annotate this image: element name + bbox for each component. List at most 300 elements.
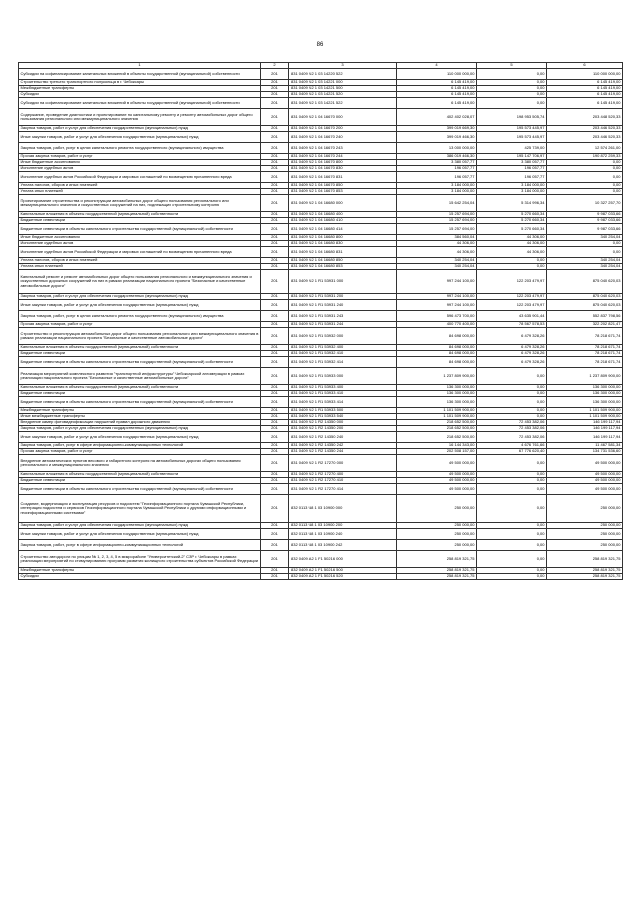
row-classification-cell: 831 0409 Ч2 1 04 16680 853	[289, 264, 397, 270]
row-approved-amount-cell: 399 019 669,30	[397, 126, 477, 132]
column-header: 4	[397, 63, 477, 69]
row-unexecuted-amount-cell: 9 987 033,66	[547, 224, 623, 235]
row-code-cell: 201	[261, 478, 289, 484]
row-code-cell: 201	[261, 195, 289, 212]
row-unexecuted-amount-cell: 1 101 509 900,00	[547, 408, 623, 414]
row-executed-amount-cell: 122 203 479,97	[477, 270, 547, 294]
row-executed-amount-cell: 3 184 000,00	[477, 183, 547, 189]
row-name-cell: Бюджетные инвестиции	[19, 478, 261, 484]
page-number: 86	[316, 42, 324, 48]
row-classification-cell: 831 0409 Ч2 1 04 16680 410	[289, 218, 397, 224]
column-header: 1	[19, 63, 261, 69]
table-row	[19, 397, 623, 408]
row-unexecuted-amount-cell: 136 300 000,00	[547, 397, 623, 408]
row-name-cell: Бюджетные инвестиции	[19, 351, 261, 357]
row-executed-amount-cell: 0,00	[477, 258, 547, 264]
row-approved-amount-cell: 250 000,00	[397, 540, 477, 551]
row-unexecuted-amount-cell: 322 202 821,47	[547, 322, 623, 328]
table-row	[19, 172, 623, 183]
table-row	[19, 195, 623, 212]
table-row	[19, 432, 623, 443]
row-executed-amount-cell: 0,00	[477, 368, 547, 385]
table-row	[19, 311, 623, 322]
row-executed-amount-cell: 6 479 328,26	[477, 328, 547, 345]
row-approved-amount-cell: 136 300 000,00	[397, 385, 477, 391]
row-approved-amount-cell: 6 145 419,00	[397, 92, 477, 98]
row-name-cell: Уплата иных платежей	[19, 264, 261, 270]
row-classification-cell: 831 0409 Ч2 1 04 16670 000	[289, 109, 397, 126]
row-approved-amount-cell: 340 254,04	[397, 264, 477, 270]
row-approved-amount-cell: 44 306,00	[397, 241, 477, 247]
row-code-cell: 201	[261, 270, 289, 294]
row-code-cell: 201	[261, 408, 289, 414]
row-code-cell: 201	[261, 529, 289, 540]
table-row	[19, 357, 623, 368]
row-executed-amount-cell: 0,00	[477, 391, 547, 397]
row-executed-amount-cell: 0,00	[477, 568, 547, 574]
row-unexecuted-amount-cell: 12 574 261,00	[547, 143, 623, 154]
row-executed-amount-cell: 425 739,00	[477, 143, 547, 154]
row-unexecuted-amount-cell: 78 218 671,74	[547, 345, 623, 351]
row-unexecuted-amount-cell: 78 218 671,74	[547, 328, 623, 345]
row-approved-amount-cell: 997 244 100,00	[397, 300, 477, 311]
row-approved-amount-cell: 15 257 694,00	[397, 218, 477, 224]
row-code-cell: 201	[261, 98, 289, 109]
row-approved-amount-cell: 110 000 000,00	[397, 69, 477, 80]
row-name-cell: Внедрение автоматических пунктов весового и габаритного контроля на автомобильных дорогах общего пользования регионального и межмуниципального значения	[19, 455, 261, 472]
row-unexecuted-amount-cell: 49 500 000,00	[547, 472, 623, 478]
row-classification-cell: 832 0409 А2 1 F1 50216 500	[289, 568, 397, 574]
row-code-cell: 201	[261, 414, 289, 420]
row-approved-amount-cell: 3 184 000,00	[397, 189, 477, 195]
row-name-cell: Исполнение судебных актов Российской Федерации и мировых соглашений по возмещению причиненного вреда	[19, 247, 261, 258]
row-executed-amount-cell: 0,00	[477, 523, 547, 529]
row-name-cell: Иные закупки товаров, работ и услуг для обеспечения государственных (муниципальных) нужд	[19, 432, 261, 443]
row-code-cell: 201	[261, 574, 289, 580]
row-approved-amount-cell: 84 698 000,00	[397, 328, 477, 345]
row-code-cell: 201	[261, 351, 289, 357]
row-name-cell: Закупка товаров, работ и услуг для обеспечения государственных (муниципальных) нужд	[19, 523, 261, 529]
row-classification-cell: 831 0409 Ч2 1 R1 53931 240	[289, 300, 397, 311]
row-approved-amount-cell: 49 500 000,00	[397, 472, 477, 478]
table-row	[19, 270, 623, 294]
row-unexecuted-amount-cell: 0,00	[547, 241, 623, 247]
row-unexecuted-amount-cell: 875 040 620,03	[547, 294, 623, 300]
row-name-cell: Субсидии	[19, 574, 261, 580]
row-name-cell: Иные бюджетные ассигнования	[19, 160, 261, 166]
row-name-cell: Строительство и реконструкция автомобильных дорог общего пользования регионального или межмуниципального значения в рамках реализации национального проекта "Безопасные и качественные автомобильные дороги"	[19, 328, 261, 345]
row-code-cell: 201	[261, 166, 289, 172]
row-unexecuted-amount-cell: 0,00	[547, 172, 623, 183]
row-name-cell: Содержание, проведение диагностики и проектирование по капитальному ремонту и ремонту автомобильных дорог общего пользования регионального или межмуниципального значения	[19, 109, 261, 126]
row-unexecuted-amount-cell: 134 731 536,60	[547, 449, 623, 455]
row-code-cell: 201	[261, 143, 289, 154]
row-name-cell: Создание, модернизация и эксплуатация ресурсов и подсистем "Геоинформационного портала Чувашской Республики, интеграция подсистем и сервисов Геоинформационного портала Чувашской Республики с другими информационными и геоинформационными системами"	[19, 495, 261, 523]
row-unexecuted-amount-cell: 10 327 257,70	[547, 195, 623, 212]
row-unexecuted-amount-cell: 250 000,00	[547, 495, 623, 523]
row-approved-amount-cell: 596 473 700,00	[397, 311, 477, 322]
row-executed-amount-cell: 0,00	[477, 540, 547, 551]
row-name-cell: Закупка товаров, работ и услуг для обеспечения государственных (муниципальных) нужд	[19, 294, 261, 300]
row-name-cell: Закупка товаров, работ и услуг для обеспечения государственных (муниципальных) нужд	[19, 126, 261, 132]
row-approved-amount-cell: 1 101 509 900,00	[397, 414, 477, 420]
row-unexecuted-amount-cell: 340 254,04	[547, 264, 623, 270]
row-code-cell: 201	[261, 523, 289, 529]
row-name-cell: Закупка товаров, работ, услуг в целях капитального ремонта государственного (муниципального) имущества	[19, 143, 261, 154]
row-approved-amount-cell: 1 237 809 900,00	[397, 368, 477, 385]
row-code-cell: 201	[261, 109, 289, 126]
row-name-cell: Закупка товаров, работ и услуг для обеспечения государственных (муниципальных) нужд	[19, 426, 261, 432]
row-code-cell: 201	[261, 311, 289, 322]
row-name-cell: Субсидии	[19, 92, 261, 98]
row-approved-amount-cell: 258 819 321,75	[397, 568, 477, 574]
row-name-cell: Проектирование строительства и реконструкции автомобильных дорог общего пользования регионального или межмуниципального значения и искусственных сооружений на них, подлежащих строительному контролю	[19, 195, 261, 212]
row-classification-cell: 831 0409 Ч2 1 04 16680 800	[289, 235, 397, 241]
row-approved-amount-cell: 6 145 419,00	[397, 98, 477, 109]
row-classification-cell: 831 0409 Ч2 1 03 14221 522	[289, 98, 397, 109]
table-row	[19, 529, 623, 540]
row-executed-amount-cell: 5 314 996,34	[477, 195, 547, 212]
row-unexecuted-amount-cell: 340 254,04	[547, 235, 623, 241]
table-row	[19, 574, 623, 580]
row-executed-amount-cell: 3 380 057,77	[477, 160, 547, 166]
row-code-cell: 201	[261, 397, 289, 408]
row-unexecuted-amount-cell: 552 837 798,56	[547, 311, 623, 322]
row-executed-amount-cell: 0,00	[477, 86, 547, 92]
row-code-cell: 201	[261, 540, 289, 551]
row-classification-cell: 831 0409 Ч2 1 04 16680 400	[289, 212, 397, 218]
row-executed-amount-cell: 78 567 578,53	[477, 322, 547, 328]
row-classification-cell: 831 0409 Ч2 1 R1 53933 000	[289, 368, 397, 385]
row-code-cell: 201	[261, 495, 289, 523]
row-name-cell: Прочая закупка товаров, работ и услуг	[19, 154, 261, 160]
row-classification-cell: 832 0409 А2 1 F1 50216 520	[289, 574, 397, 580]
row-executed-amount-cell: 5 270 660,34	[477, 212, 547, 218]
row-code-cell: 201	[261, 235, 289, 241]
row-executed-amount-cell: 44 306,00	[477, 241, 547, 247]
row-approved-amount-cell: 400 770 400,00	[397, 322, 477, 328]
row-code-cell: 201	[261, 264, 289, 270]
row-approved-amount-cell: 49 500 000,00	[397, 478, 477, 484]
row-name-cell: Иные закупки товаров, работ и услуг для обеспечения государственных (муниципальных) нужд	[19, 132, 261, 143]
row-unexecuted-amount-cell: 258 819 321,75	[547, 551, 623, 568]
row-name-cell: Строительство автодороги по улицам № 1, 2, 3, 4, 5 в микрорайоне "Университетский-2" СЗР г. Чебоксары в рамках реализации мероприятий по стимулированию программ развития жилищного строительства субъектов Российской Федерации	[19, 551, 261, 568]
row-executed-amount-cell: 3 184 000,00	[477, 189, 547, 195]
row-name-cell: Межбюджетные трансферты	[19, 86, 261, 92]
row-approved-amount-cell: 250 000,00	[397, 529, 477, 540]
row-name-cell: Субсидии на софинансирование капитальных вложений в объекты государственной (муниципальной) собственности	[19, 98, 261, 109]
row-code-cell: 201	[261, 328, 289, 345]
row-unexecuted-amount-cell: 1 101 509 900,00	[547, 414, 623, 420]
row-executed-amount-cell: 44 306,00	[477, 235, 547, 241]
row-name-cell: Прочая закупка товаров, работ и услуг	[19, 322, 261, 328]
row-classification-cell: 831 0409 Ч2 1 R2 17270 414	[289, 484, 397, 495]
row-code-cell: 201	[261, 385, 289, 391]
row-name-cell: Уплата налогов, сборов и иных платежей	[19, 183, 261, 189]
row-classification-cell: 832 0113 Ч8 1 03 10900 000	[289, 495, 397, 523]
row-name-cell: Уплата налогов, сборов и иных платежей	[19, 258, 261, 264]
row-classification-cell: 831 0409 Ч2 1 03 14221 000	[289, 80, 397, 86]
row-executed-amount-cell: 0,00	[477, 495, 547, 523]
row-classification-cell: 831 0409 Ч2 1 04 16670 831	[289, 172, 397, 183]
row-name-cell: Исполнение судебных актов	[19, 166, 261, 172]
row-executed-amount-cell: 0,00	[477, 414, 547, 420]
row-unexecuted-amount-cell: 875 040 620,03	[547, 300, 623, 311]
row-executed-amount-cell: 0,00	[477, 92, 547, 98]
row-code-cell: 201	[261, 224, 289, 235]
table-row	[19, 98, 623, 109]
row-approved-amount-cell: 84 698 000,00	[397, 351, 477, 357]
row-executed-amount-cell: 67 776 620,40	[477, 449, 547, 455]
row-executed-amount-cell: 6 479 328,26	[477, 345, 547, 351]
row-name-cell: Иные закупки товаров, работ и услуг для обеспечения государственных (муниципальных) нужд	[19, 529, 261, 540]
row-executed-amount-cell: 0,00	[477, 98, 547, 109]
row-classification-cell: 831 0409 Ч2 1 03 14220 522	[289, 69, 397, 80]
row-code-cell: 201	[261, 126, 289, 132]
row-approved-amount-cell: 384 560,04	[397, 235, 477, 241]
row-unexecuted-amount-cell: 110 000 000,00	[547, 69, 623, 80]
row-executed-amount-cell: 43 635 901,44	[477, 311, 547, 322]
row-executed-amount-cell: 4 676 761,66	[477, 443, 547, 449]
row-name-cell: Межбюджетные трансферты	[19, 568, 261, 574]
table-row	[19, 484, 623, 495]
row-unexecuted-amount-cell: 258 819 321,75	[547, 568, 623, 574]
row-unexecuted-amount-cell: 49 500 000,00	[547, 484, 623, 495]
row-code-cell: 201	[261, 258, 289, 264]
row-unexecuted-amount-cell: 1 237 809 900,00	[547, 368, 623, 385]
table-row	[19, 300, 623, 311]
row-approved-amount-cell: 402 402 028,07	[397, 109, 477, 126]
row-classification-cell: 831 0409 Ч2 1 03 14221 500	[289, 86, 397, 92]
row-approved-amount-cell: 250 000,00	[397, 523, 477, 529]
row-name-cell: Капитальные вложения в объекты государственной (муниципальной) собственности	[19, 212, 261, 218]
row-executed-amount-cell: 0,00	[477, 69, 547, 80]
row-executed-amount-cell: 0,00	[477, 484, 547, 495]
row-name-cell: Уплата иных платежей	[19, 189, 261, 195]
row-executed-amount-cell: 0,00	[477, 455, 547, 472]
row-executed-amount-cell: 122 203 479,97	[477, 294, 547, 300]
row-classification-cell: 831 0409 Ч2 1 R1 53931 244	[289, 322, 397, 328]
row-code-cell: 201	[261, 218, 289, 224]
row-name-cell: Бюджетные инвестиции в объекты капитального строительства государственной (муниципальной) собственности	[19, 357, 261, 368]
row-unexecuted-amount-cell: 0,00	[547, 189, 623, 195]
row-code-cell: 201	[261, 568, 289, 574]
row-name-cell: Капитальный ремонт и ремонт автомобильных дорог общего пользования регионального и межмуниципального значения и искусственных дорожных сооружений на них в рамках реализации национального проекта "Безопасные и качественные автомобильные дороги"	[19, 270, 261, 294]
row-classification-cell: 831 0409 Ч2 1 04 16670 800	[289, 160, 397, 166]
row-approved-amount-cell: 196 057,77	[397, 172, 477, 183]
row-classification-cell: 831 0409 Ч2 1 R2 17270 410	[289, 478, 397, 484]
row-classification-cell: 831 0409 Ч2 1 R1 53933 400	[289, 385, 397, 391]
row-code-cell: 201	[261, 212, 289, 218]
row-classification-cell: 831 0409 Ч2 1 04 16670 850	[289, 183, 397, 189]
row-classification-cell: 831 0409 Ч2 1 R1 53931 000	[289, 270, 397, 294]
row-unexecuted-amount-cell: 0,00	[547, 166, 623, 172]
row-code-cell: 201	[261, 172, 289, 183]
row-name-cell: Бюджетные инвестиции в объекты капитального строительства государственной (муниципальной) собственности	[19, 224, 261, 235]
table-row	[19, 368, 623, 385]
row-name-cell: Закупка товаров, работ, услуг в сфере информационно-коммуникационных технологий	[19, 443, 261, 449]
row-executed-amount-cell: 44 306,00	[477, 247, 547, 258]
row-executed-amount-cell: 195 573 445,97	[477, 132, 547, 143]
row-unexecuted-amount-cell: 9 987 033,66	[547, 218, 623, 224]
row-unexecuted-amount-cell: 250 000,00	[547, 529, 623, 540]
row-code-cell: 201	[261, 426, 289, 432]
column-header: 6	[547, 63, 623, 69]
row-code-cell: 201	[261, 183, 289, 189]
row-approved-amount-cell: 6 145 419,00	[397, 80, 477, 86]
column-header: 2	[261, 63, 289, 69]
row-code-cell: 201	[261, 357, 289, 368]
table-row	[19, 224, 623, 235]
row-unexecuted-amount-cell: 78 218 671,74	[547, 351, 623, 357]
row-unexecuted-amount-cell: 6 145 419,00	[547, 92, 623, 98]
row-name-cell: Бюджетные инвестиции в объекты капитального строительства государственной (муниципальной) собственности	[19, 484, 261, 495]
row-approved-amount-cell: 15 257 694,00	[397, 212, 477, 218]
row-classification-cell: 831 0409 Ч2 1 R2 14350 244	[289, 449, 397, 455]
row-approved-amount-cell: 258 819 321,75	[397, 574, 477, 580]
row-classification-cell: 831 0409 Ч2 1 04 16680 831	[289, 247, 397, 258]
row-executed-amount-cell: 0,00	[477, 472, 547, 478]
row-classification-cell: 832 0113 Ч8 1 03 10900 242	[289, 540, 397, 551]
row-approved-amount-cell: 136 300 000,00	[397, 397, 477, 408]
row-classification-cell: 831 0409 Ч2 1 04 16670 853	[289, 189, 397, 195]
row-unexecuted-amount-cell: 11 467 581,34	[547, 443, 623, 449]
row-executed-amount-cell: 196 057,77	[477, 172, 547, 183]
row-name-cell: Прочая закупка товаров, работ и услуг	[19, 449, 261, 455]
row-approved-amount-cell: 3 184 000,00	[397, 183, 477, 189]
row-code-cell: 201	[261, 294, 289, 300]
table-row	[19, 328, 623, 345]
row-executed-amount-cell: 0,00	[477, 80, 547, 86]
row-executed-amount-cell: 72 453 382,06	[477, 432, 547, 443]
row-unexecuted-amount-cell: 136 300 000,00	[547, 385, 623, 391]
budget-execution-table	[18, 62, 623, 580]
row-name-cell: Закупка товаров, работ, услуг в сфере информационно-коммуникационных технологий	[19, 540, 261, 551]
row-approved-amount-cell: 16 144 343,00	[397, 443, 477, 449]
row-name-cell: Капитальные вложения в объекты государственной (муниципальной) собственности	[19, 472, 261, 478]
row-classification-cell: 831 0409 Ч2 1 R2 14350 242	[289, 443, 397, 449]
row-classification-cell: 831 0409 Ч2 1 R1 53933 500	[289, 408, 397, 414]
row-unexecuted-amount-cell: 0,00	[547, 160, 623, 166]
row-classification-cell: 831 0409 Ч2 1 R1 53932 414	[289, 357, 397, 368]
row-unexecuted-amount-cell: 340 254,04	[547, 258, 623, 264]
row-classification-cell: 831 0409 Ч2 1 04 16670 244	[289, 154, 397, 160]
row-classification-cell: 831 0409 Ч2 1 R1 53931 200	[289, 294, 397, 300]
row-classification-cell: 831 0409 Ч2 1 04 16680 830	[289, 241, 397, 247]
row-classification-cell: 831 0409 Ч2 1 04 16680 414	[289, 224, 397, 235]
row-name-cell: Иные закупки товаров, работ и услуг для обеспечения государственных (муниципальных) нужд	[19, 300, 261, 311]
row-unexecuted-amount-cell: 9 987 033,66	[547, 212, 623, 218]
row-unexecuted-amount-cell: 250 000,00	[547, 540, 623, 551]
row-classification-cell: 831 0409 Ч2 1 R1 53931 243	[289, 311, 397, 322]
row-classification-cell: 831 0409 Ч2 1 03 14221 520	[289, 92, 397, 98]
row-approved-amount-cell: 258 819 321,75	[397, 551, 477, 568]
row-classification-cell: 831 0409 Ч2 1 R1 53933 540	[289, 414, 397, 420]
row-code-cell: 201	[261, 432, 289, 443]
row-classification-cell: 831 0409 Ч2 1 04 16680 850	[289, 258, 397, 264]
row-code-cell: 201	[261, 80, 289, 86]
row-approved-amount-cell: 340 254,04	[397, 258, 477, 264]
row-code-cell: 201	[261, 322, 289, 328]
row-classification-cell: 831 0409 Ч2 1 R1 53933 414	[289, 397, 397, 408]
row-unexecuted-amount-cell: 0,00	[547, 247, 623, 258]
row-classification-cell: 832 0409 А2 1 F1 50216 000	[289, 551, 397, 568]
table-row	[19, 109, 623, 126]
table-row	[19, 540, 623, 551]
row-executed-amount-cell: 122 203 479,97	[477, 300, 547, 311]
row-name-cell: Субсидии на софинансирование капитальных вложений в объекты государственной (муниципальной) собственности	[19, 69, 261, 80]
row-executed-amount-cell: 195 573 445,97	[477, 126, 547, 132]
row-approved-amount-cell: 218 652 500,00	[397, 426, 477, 432]
row-classification-cell: 831 0409 Ч2 1 04 16680 000	[289, 195, 397, 212]
column-header: 3	[289, 63, 397, 69]
row-code-cell: 201	[261, 86, 289, 92]
row-unexecuted-amount-cell: 6 145 419,00	[547, 86, 623, 92]
row-code-cell: 201	[261, 455, 289, 472]
row-approved-amount-cell: 997 244 100,00	[397, 294, 477, 300]
row-classification-cell: 831 0409 Ч2 1 04 16670 200	[289, 126, 397, 132]
row-code-cell: 201	[261, 484, 289, 495]
row-code-cell: 201	[261, 160, 289, 166]
row-approved-amount-cell: 49 500 000,00	[397, 455, 477, 472]
row-executed-amount-cell: 0,00	[477, 574, 547, 580]
row-classification-cell: 831 0409 Ч2 1 R1 53933 410	[289, 391, 397, 397]
row-unexecuted-amount-cell: 203 446 520,33	[547, 126, 623, 132]
row-classification-cell: 832 0113 Ч8 1 03 10900 200	[289, 523, 397, 529]
row-name-cell: Строительство третьего транспортного полукольца в г. Чебоксары	[19, 80, 261, 86]
row-approved-amount-cell: 13 000 000,00	[397, 143, 477, 154]
row-classification-cell: 831 0409 Ч2 1 R2 14350 000	[289, 420, 397, 426]
table-row	[19, 495, 623, 523]
row-executed-amount-cell: 198 953 505,74	[477, 109, 547, 126]
row-approved-amount-cell: 44 306,00	[397, 247, 477, 258]
row-approved-amount-cell: 84 698 000,00	[397, 345, 477, 351]
row-unexecuted-amount-cell: 875 040 620,03	[547, 270, 623, 294]
row-approved-amount-cell: 15 642 254,04	[397, 195, 477, 212]
row-classification-cell: 831 0409 Ч2 1 R1 53932 410	[289, 351, 397, 357]
row-approved-amount-cell: 399 019 466,30	[397, 132, 477, 143]
table-row	[19, 69, 623, 80]
row-name-cell: Внедрение камер фотовидеофиксации нарушений правил дорожного движения	[19, 420, 261, 426]
row-classification-cell: 831 0409 Ч2 1 R2 17270 400	[289, 472, 397, 478]
row-executed-amount-cell: 0,00	[477, 551, 547, 568]
row-approved-amount-cell: 218 652 500,00	[397, 432, 477, 443]
row-unexecuted-amount-cell: 203 448 520,33	[547, 109, 623, 126]
row-name-cell: Закупка товаров, работ, услуг в целях капитального ремонта государственного (муниципального) имущества	[19, 311, 261, 322]
row-name-cell: Межбюджетные трансферты	[19, 408, 261, 414]
row-approved-amount-cell: 84 698 000,00	[397, 357, 477, 368]
row-approved-amount-cell: 250 000,00	[397, 495, 477, 523]
row-approved-amount-cell: 1 101 509 900,00	[397, 408, 477, 414]
row-executed-amount-cell: 0,00	[477, 478, 547, 484]
row-approved-amount-cell: 136 300 000,00	[397, 391, 477, 397]
row-code-cell: 201	[261, 368, 289, 385]
row-classification-cell: 831 0409 Ч2 1 R2 14350 200	[289, 426, 397, 432]
row-executed-amount-cell: 0,00	[477, 397, 547, 408]
table-row	[19, 455, 623, 472]
row-executed-amount-cell: 0,00	[477, 529, 547, 540]
row-classification-cell: 831 0409 Ч2 1 04 16670 243	[289, 143, 397, 154]
row-code-cell: 201	[261, 189, 289, 195]
row-code-cell: 201	[261, 92, 289, 98]
column-header: 5	[477, 63, 547, 69]
row-unexecuted-amount-cell: 258 819 321,75	[547, 574, 623, 580]
row-executed-amount-cell: 6 479 328,26	[477, 351, 547, 357]
row-unexecuted-amount-cell: 6 145 419,00	[547, 98, 623, 109]
row-executed-amount-cell: 5 270 660,34	[477, 218, 547, 224]
row-name-cell: Капитальные вложения в объекты государственной (муниципальной) собственности	[19, 385, 261, 391]
row-executed-amount-cell: 0,00	[477, 385, 547, 391]
